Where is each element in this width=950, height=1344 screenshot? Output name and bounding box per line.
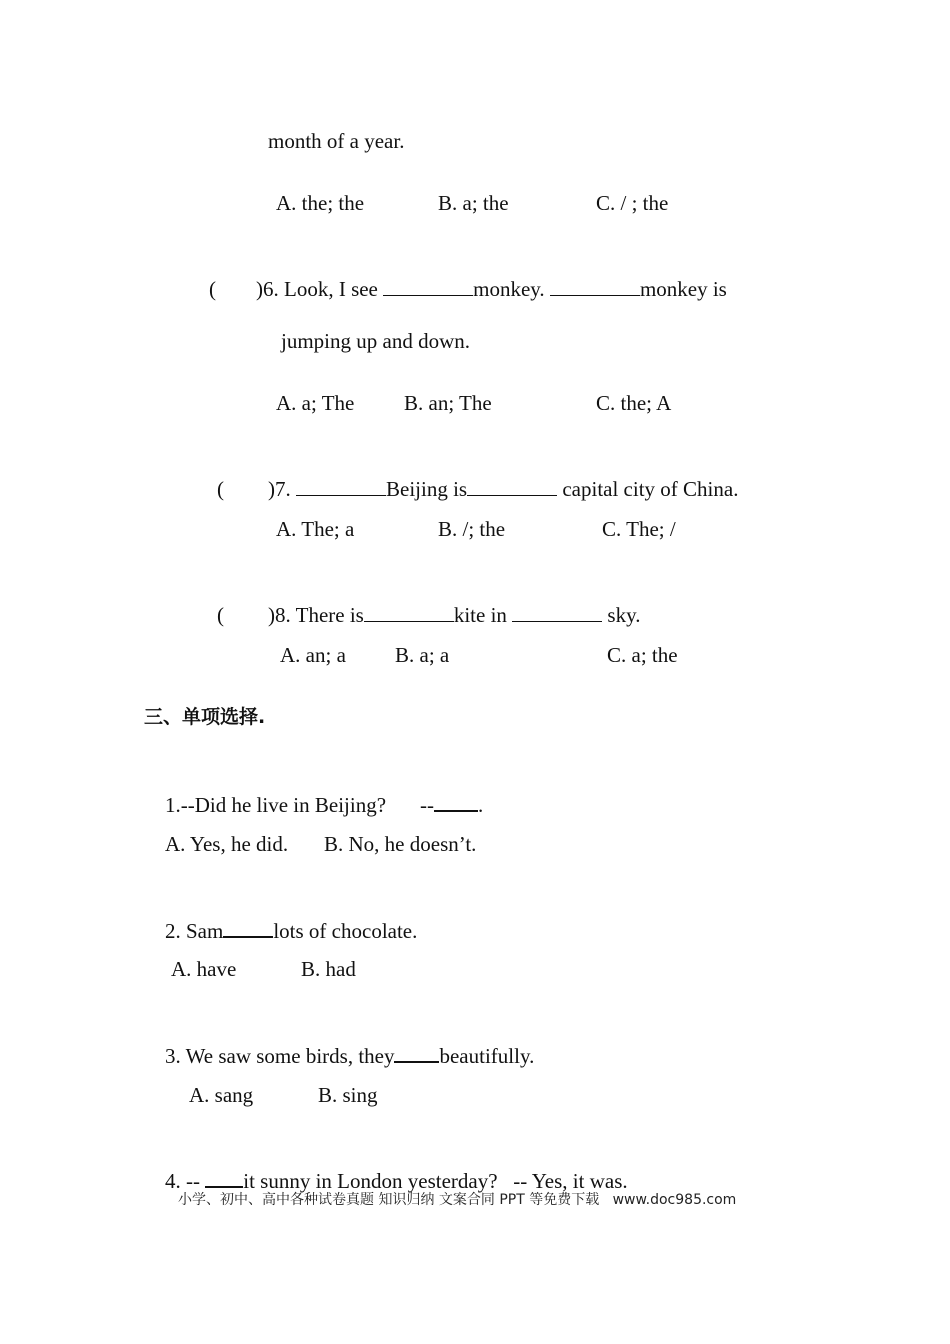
s3-q1-end: .: [478, 793, 484, 817]
q5-continuation: month of a year.: [268, 129, 405, 153]
s3-q3-text: 3. We saw some birds, they: [165, 1044, 395, 1068]
s3-q1-dash: --: [420, 793, 435, 817]
s3-q1-option-b: B. No, he doesn’t.: [324, 832, 477, 856]
s3-q2-option-a: A. have: [171, 957, 237, 981]
s3-q2-text: 2. Sam: [165, 919, 224, 943]
q8-blank-1[interactable]: [364, 603, 454, 622]
q7-number: )7.: [268, 477, 291, 501]
q7-paren: (: [217, 477, 224, 501]
q5-option-b: B. a; the: [438, 191, 509, 215]
s3-q1-blank[interactable]: [434, 792, 478, 812]
s3-q1-text: 1.--Did he live in Beijing?: [165, 793, 387, 817]
q6-blank-1[interactable]: [383, 277, 473, 296]
s3-q1-option-a: A. Yes, he did.: [165, 832, 289, 856]
q7-option-a: A. The; a: [276, 517, 355, 541]
s3-q3-option-b: B. sing: [318, 1083, 378, 1107]
footer-text: 小学、初中、高中各种试卷真题 知识归纳 文案合同 PPT 等免费下载 www.doc985.com: [178, 1192, 737, 1208]
q8-number: )8. There is: [268, 603, 364, 627]
q7-mid-text: Beijing is: [386, 477, 468, 501]
s3-q4-end: it sunny in London yesterday? -- Yes, it was.: [243, 1169, 628, 1193]
q5-option-a: A. the; the: [276, 191, 365, 215]
q8-blank-2[interactable]: [512, 603, 602, 622]
s3-q2-end: lots of chocolate.: [273, 919, 418, 943]
q8-mid-text: kite in: [453, 603, 507, 627]
q6-option-c: C. the; A: [596, 391, 672, 415]
section-heading: 三、单项选择.: [144, 706, 266, 728]
q8-question: [196, 582, 640, 647]
q6-option-a: A. a; The: [276, 391, 355, 415]
q7-option-c: C. The; /: [602, 517, 676, 541]
q7-question: [196, 456, 738, 521]
s3-q4-text: 4. --: [165, 1169, 200, 1193]
s3-q2-blank[interactable]: [223, 918, 273, 938]
s3-q3-end: beautifully.: [439, 1044, 535, 1068]
q6-option-b: B. an; The: [404, 391, 492, 415]
s3-q3-blank[interactable]: [394, 1043, 439, 1063]
s3-q2-option-b: B. had: [301, 957, 356, 981]
s3-q1: [144, 771, 483, 837]
q6-paren: (: [209, 277, 216, 301]
q7-option-b: B. /; the: [438, 517, 506, 541]
s3-q3-option-a: A. sang: [189, 1083, 254, 1107]
s3-q4-blank[interactable]: [205, 1168, 243, 1188]
q6-blank-2[interactable]: [550, 277, 640, 296]
q6-number: )6. Look, I see: [256, 277, 378, 301]
q7-end-text: capital city of China.: [557, 477, 739, 501]
q8-paren: (: [217, 603, 224, 627]
q6-end-text: monkey is: [639, 277, 727, 301]
q8-end-text: sky.: [602, 603, 641, 627]
q6-mid-text: monkey.: [473, 277, 545, 301]
q8-option-c: C. a; the: [607, 643, 678, 667]
q6-continuation: jumping up and down.: [281, 329, 470, 353]
q7-blank-2[interactable]: [467, 477, 557, 496]
q8-option-b: B. a; a: [395, 643, 450, 667]
q8-option-a: A. an; a: [280, 643, 346, 667]
s3-q3: [144, 1022, 534, 1088]
s3-q2: [144, 897, 417, 963]
q7-blank-1[interactable]: [296, 477, 386, 496]
q6-question: [188, 256, 727, 321]
q5-option-c: C. / ; the: [596, 191, 669, 215]
